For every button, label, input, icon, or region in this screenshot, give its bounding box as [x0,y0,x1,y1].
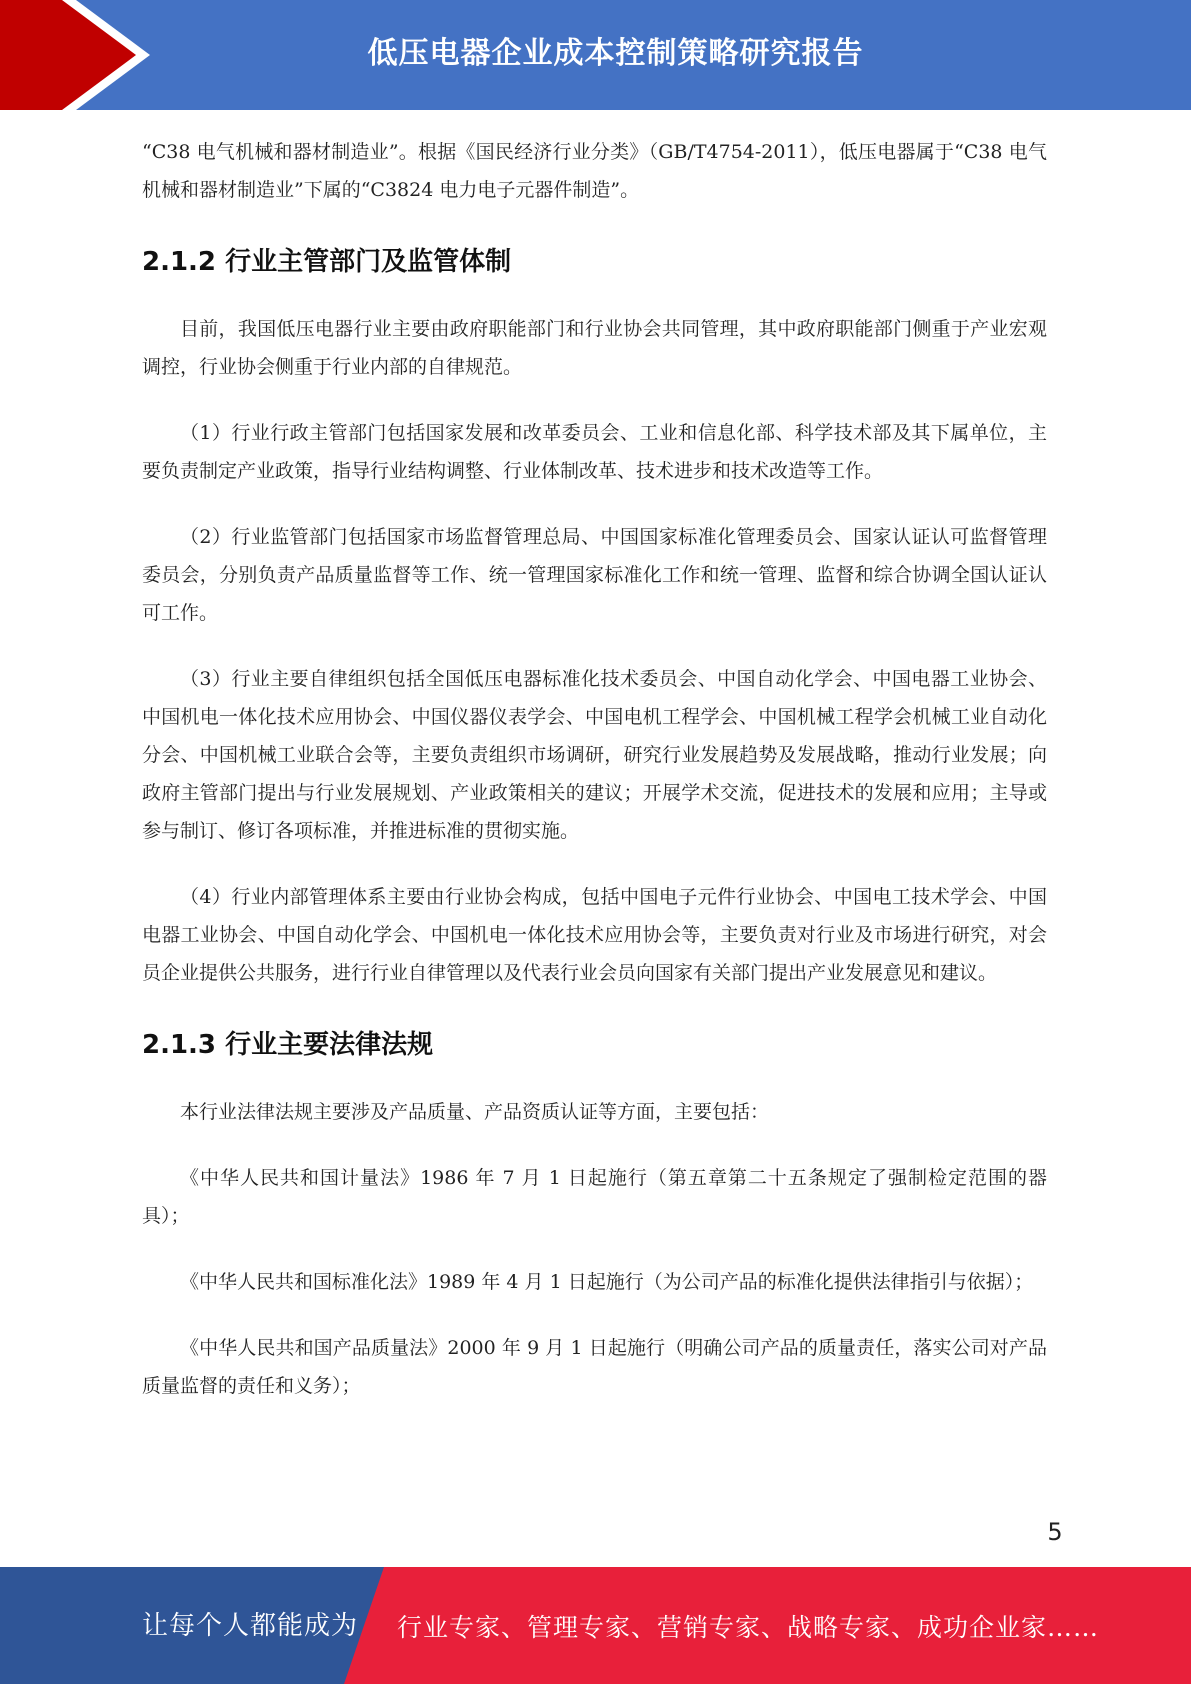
paragraph-laws-intro: 本行业法律法规主要涉及产品质量、产品资质认证等方面，主要包括： [180,1101,770,1123]
header-title: 低压电器企业成本控制策略研究报告 [367,36,864,71]
paragraph-intro: “C38 电气机械和器材制造业”。根据《国民经济行业分类》（GB/T4754-2011），低压电器属于“C38 电气机械和器材制造业”下属的“C3824 电力电子元器件制造”。 [142,141,1047,201]
paragraph-law-standardization: 《中华人民共和国标准化法》1989 年 4 月 1 日起施行（为公司产品的标准化提供法律指引与依据）； [180,1271,1034,1293]
document-body [142,133,1047,1405]
footer-slogan-right: 行业专家、管理专家、营销专家、战略专家、成功企业家…… [397,1613,1100,1642]
paragraph-law-metrology: 《中华人民共和国计量法》1986 年 7 月 1 日起施行（第五章第二十五条规定了强制检定范围的器具）； [142,1167,1047,1227]
section-heading-2-1-3: 2.1.3 行业主要法律法规 [142,1030,434,1060]
paragraph-regulation-item-4: （4）行业内部管理体系主要由行业协会构成，包括中国电子元件行业协会、中国电工技术学会、中国电器工业协会、中国自动化学会、中国机电一体化技术应用协会等，主要负责对行业及市场进行研究，对会员企业提供公共服务，进行行业自律管理以及代表行业会员向国家有关部门提出产业发展意见和建议。 [142,886,1047,984]
page-header [0,0,1191,110]
paragraph-regulation-item-3: （3）行业主要自律组织包括全国低压电器标准化技术委员会、中国自动化学会、中国电器工业协会、中国机电一体化技术应用协会、中国仪器仪表学会、中国电机工程学会、中国机械工程学会机械工业自动化分会、中国机械工业联合会等，主要负责组织市场调研，研究行业发展趋势及发展战略，推动行业发展；向政府主管部门提出与行业发展规划、产业政策相关的建议；开展学术交流，促进技术的发展和应用；主导或参与制订、修订各项标准，并推进标准的贯彻实施。 [142,668,1047,842]
paragraph-regulation-item-1: （1）行业行政主管部门包括国家发展和改革委员会、工业和信息化部、科学技术部及其下属单位，主要负责制定产业政策，指导行业结构调整、行业体制改革、技术进步和技术改造等工作。 [142,422,1047,482]
paragraph-regulation-item-2: （2）行业监管部门包括国家市场监督管理总局、中国国家标准化管理委员会、国家认证认可监督管理委员会，分别负责产品质量监督等工作、统一管理国家标准化工作和统一管理、监督和综合协调全国认证认可工作。 [142,526,1047,624]
paragraph-law-product-quality: 《中华人民共和国产品质量法》2000 年 9 月 1 日起施行（明确公司产品的质量责任，落实公司对产品质量监督的责任和义务）； [142,1337,1047,1397]
footer-slogan-left: 让每个人都能成为 [142,1611,359,1641]
section-heading-2-1-2: 2.1.2 行业主管部门及监管体制 [142,247,512,277]
page-footer [0,1567,1191,1684]
paragraph-regulation-overview: 目前，我国低压电器行业主要由政府职能部门和行业协会共同管理，其中政府职能部门侧重于产业宏观调控，行业协会侧重于行业内部的自律规范。 [142,318,1047,378]
page-number: 5 [1047,1518,1063,1546]
